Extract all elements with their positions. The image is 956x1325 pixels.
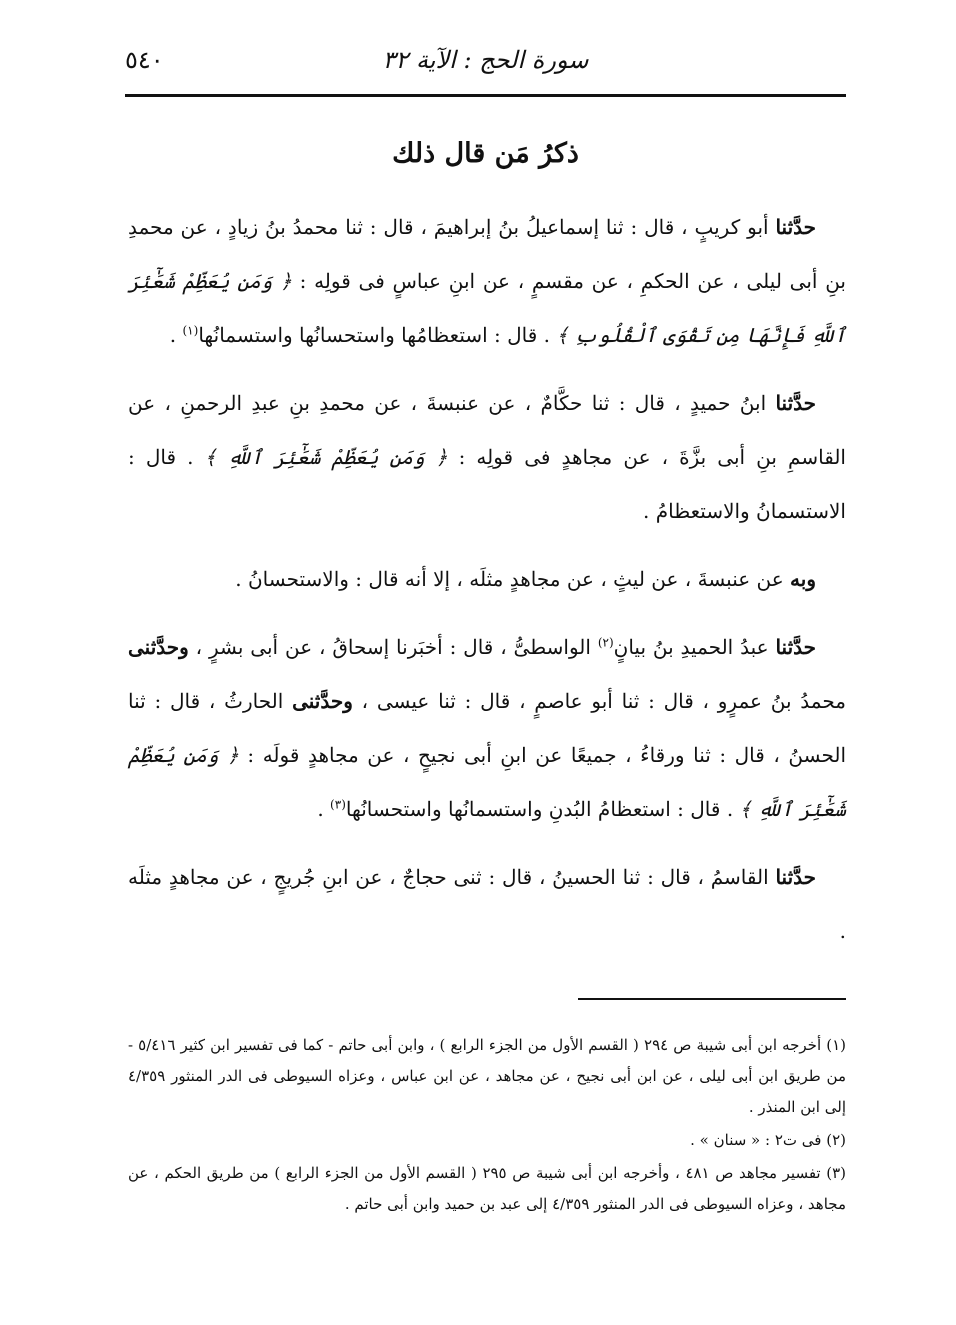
quran-quote: ﴿ وَمَن يُعَظِّمْ شَعَٰٓئِرَ ٱللَّهِ فَإِنَّهَا مِن تَقْوَى ٱلْقُلُوبِ ﴾ <box>128 269 846 347</box>
page-header <box>125 40 846 90</box>
paragraph-text: أبو كريبٍ ، قال : ثنا إسماعيلُ بنُ إبراهيمَ ، قال : ثنا محمدُ بنُ زيادٍ ، عن محمدِ بنِ أبى ليلى ، عن الحكمِ ، عن مقسمٍ ، عن ابنِ عباسٍ فى قولِه : <box>128 215 846 293</box>
quran-quote: ﴿ وَمَن يُعَظِّمْ شَعَٰٓئِرَ ٱللَّهِ ﴾ <box>128 743 846 821</box>
paragraph-lead: وحدَّثنى <box>128 635 189 659</box>
running-title: سورة الحج : الآية ٣٢ <box>382 46 589 74</box>
paragraph-text: . قال : الاستسمانُ والاستعظامُ . <box>128 445 846 523</box>
paragraph-lead: حدَّثنا <box>775 391 816 415</box>
paragraph-text: عبدُ الحميدِ بنُ بيانٍ <box>613 635 776 659</box>
paragraph-text: . قال : استعظامُها واستحسانُها واستسمانُها <box>198 323 557 347</box>
paragraph-text: الواسطىُّ ، قال : أخبَرنا إسحاقُ ، عن أبى بشرٍ ، <box>188 635 598 659</box>
footnote-rule <box>578 998 846 1000</box>
footnote-3: (٣) تفسير مجاهد ص ٤٨١ ، وأخرجه ابن أبى شيبة ص ٢٩٥ ( القسم الأول من الجزء الرابع ) من طريق الحكم ، عن مجاهد ، وعزاه السيوطى فى الدر المنثور ٤/٣٥٩ إلى عبد بن حميد وابن أبى حاتم . <box>128 1164 846 1213</box>
footnote-ref-2[interactable]: (٢) <box>597 635 614 650</box>
quran-quote: ﴿ وَمَن يُعَظِّمْ شَعَٰٓئِرَ ٱللَّهِ ﴾ <box>204 445 448 469</box>
paragraph-lead: حدَّثنا <box>775 635 816 659</box>
page-number: ٥٤٠ <box>125 46 164 74</box>
paragraph-text: . <box>317 797 331 821</box>
paragraph-1 <box>128 200 846 362</box>
footnote-1: (١) أخرجه ابن أبى شيبة ص ٢٩٤ ( القسم الأول من الجزء الرابع ) ، وابن أبى حاتم - كما فى تفسير ابن كثير ٥/٤١٦ - من طريق ابن أبى ليلى ، عن ابن أبى نجيح ، عن مجاهد ، عن ابن عباس ، وعزاه السيوطى فى الدر المنثور ٤/٣٥٩ إلى ابن المنذر . <box>128 1036 846 1116</box>
footnote-ref-1[interactable]: (١) <box>182 323 199 338</box>
paragraph-text: . قال : استعظامُ البُدنِ واستسمانُها واستحسانُها <box>345 797 740 821</box>
footnote-ref-3[interactable]: (٣) <box>330 797 346 812</box>
paragraph-text: عن عنبسةَ ، عن ليثٍ ، عن مجاهدٍ مثلَه ، إلا أنه قال : والاستحسانُ . <box>235 567 791 591</box>
footnote-2: (٢) فى ت٢ : « سنان » . <box>690 1131 846 1149</box>
paragraph-2 <box>128 376 846 538</box>
footnotes <box>128 1030 846 1222</box>
paragraph-text: . <box>169 323 183 347</box>
header-rule <box>125 94 846 97</box>
paragraph-lead: وحدَّثنى <box>292 689 353 713</box>
paragraph-lead: وبه <box>790 567 816 591</box>
paragraph-3 <box>128 552 846 606</box>
paragraph-text: القاسمُ ، قال : ثنا الحسينُ ، قال : ثنى حجاجٌ ، عن ابنِ جُريجٍ ، عن مجاهدٍ مثلَه . <box>128 865 846 943</box>
paragraph-lead: حدَّثنا <box>775 215 816 239</box>
section-title: ذكرُ مَن قال ذلك <box>392 138 579 169</box>
paragraph-text: الحارثُ ، قال : ثنا الحسنُ ، قال : ثنا ورقاءُ ، جميعًا عن ابنِ أبى نجيحٍ ، عن مجاهدٍ قولَه : <box>128 689 846 767</box>
main-text <box>128 200 846 972</box>
paragraph-text: محمدُ بنُ عمرٍو ، قال : ثنا أبو عاصمٍ ، قال : ثنا عيسى ، <box>352 689 846 713</box>
paragraph-5 <box>128 850 846 958</box>
paragraph-text: ابنُ حميدٍ ، قال : ثنا حكَّامٌ ، عن عنبسةَ ، عن محمدِ بنِ عبدِ الرحمنِ ، عن القاسمِ بنِ أبى بزَّةَ ، عن مجاهدٍ فى قولِه : <box>128 391 846 469</box>
paragraph-lead: حدَّثنا <box>775 865 816 889</box>
paragraph-4 <box>128 620 846 836</box>
